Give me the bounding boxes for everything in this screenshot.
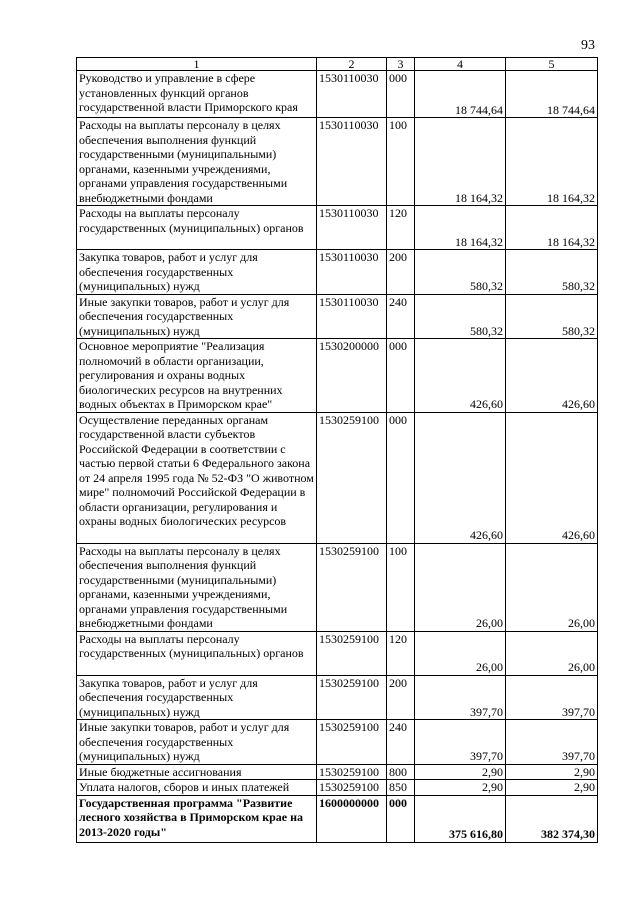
amount-col4-cell: 426,60 xyxy=(415,339,506,413)
amount-col4-cell: 18 164,32 xyxy=(415,206,506,250)
amount-col5-cell: 580,32 xyxy=(506,250,598,295)
expense-type-cell: 240 xyxy=(387,294,415,339)
column-number-row xyxy=(77,58,598,71)
amount-col5-cell: 426,60 xyxy=(506,412,598,543)
expense-name-cell: Расходы на выплаты персоналу в целях обеспечения выполнения функций государственными (муниципальными) органами, казенными учреждениями, органами управления государственными внебюджетными фондами xyxy=(77,543,317,631)
expense-name-cell: Уплата налогов, сборов и иных платежей xyxy=(77,780,317,796)
amount-col4-cell: 375 616,80 xyxy=(415,795,506,842)
budget-table xyxy=(76,57,598,843)
target-code-cell: 1600000000 xyxy=(317,795,387,842)
expense-type-cell: 000 xyxy=(387,795,415,842)
expense-name-cell: Иные закупки товаров, работ и услуг для обеспечения государственных (муниципальных) нужд xyxy=(77,720,317,765)
table-row xyxy=(77,780,598,796)
expense-type-cell: 000 xyxy=(387,412,415,543)
amount-col5-cell: 26,00 xyxy=(506,631,598,675)
amount-col5-cell: 397,70 xyxy=(506,675,598,720)
table-row xyxy=(77,764,598,780)
amount-col4-cell: 26,00 xyxy=(415,543,506,631)
expense-type-cell: 120 xyxy=(387,206,415,250)
amount-col5-cell: 382 374,30 xyxy=(506,795,598,842)
column-number-2: 2 xyxy=(317,58,387,71)
amount-col4-cell: 580,32 xyxy=(415,294,506,339)
column-number-5: 5 xyxy=(506,58,598,71)
target-code-cell: 1530110030 xyxy=(317,206,387,250)
table-row xyxy=(77,795,598,842)
amount-col4-cell: 2,90 xyxy=(415,780,506,796)
table-row xyxy=(77,543,598,631)
table-row xyxy=(77,631,598,675)
page-number: 93 xyxy=(581,38,595,53)
amount-col5-cell: 426,60 xyxy=(506,339,598,413)
expense-name-cell: Закупка товаров, работ и услуг для обеспечения государственных (муниципальных) нужд xyxy=(77,675,317,720)
amount-col5-cell: 2,90 xyxy=(506,764,598,780)
expense-type-cell: 000 xyxy=(387,339,415,413)
target-code-cell: 1530259100 xyxy=(317,543,387,631)
expense-type-cell: 200 xyxy=(387,675,415,720)
table-row xyxy=(77,339,598,413)
expense-name-cell: Руководство и управление в сфере установленных функций органов государственной власти Приморского края xyxy=(77,71,317,118)
table-row xyxy=(77,71,598,118)
amount-col5-cell: 580,32 xyxy=(506,294,598,339)
table-row xyxy=(77,206,598,250)
expense-type-cell: 100 xyxy=(387,118,415,206)
expense-name-cell: Закупка товаров, работ и услуг для обеспечения государственных (муниципальных) нужд xyxy=(77,250,317,295)
table-row xyxy=(77,294,598,339)
amount-col4-cell: 18 164,32 xyxy=(415,118,506,206)
amount-col5-cell: 2,90 xyxy=(506,780,598,796)
expense-type-cell: 000 xyxy=(387,71,415,118)
target-code-cell: 1530110030 xyxy=(317,71,387,118)
expense-name-cell: Иные закупки товаров, работ и услуг для обеспечения государственных (муниципальных) нужд xyxy=(77,294,317,339)
table-row xyxy=(77,720,598,765)
expense-type-cell: 800 xyxy=(387,764,415,780)
target-code-cell: 1530259100 xyxy=(317,675,387,720)
column-number-1: 1 xyxy=(77,58,317,71)
target-code-cell: 1530259100 xyxy=(317,764,387,780)
column-number-4: 4 xyxy=(415,58,506,71)
target-code-cell: 1530259100 xyxy=(317,780,387,796)
table-row xyxy=(77,250,598,295)
expense-name-cell: Расходы на выплаты персоналу в целях обеспечения выполнения функций государственными (муниципальными) органами, казенными учреждениями, органами управления государственными внебюджетными фондами xyxy=(77,118,317,206)
expense-name-cell: Иные бюджетные ассигнования xyxy=(77,764,317,780)
expense-type-cell: 240 xyxy=(387,720,415,765)
amount-col5-cell: 18 744,64 xyxy=(506,71,598,118)
expense-name-cell: Расходы на выплаты персоналу государственных (муниципальных) органов xyxy=(77,206,317,250)
amount-col5-cell: 18 164,32 xyxy=(506,206,598,250)
expense-type-cell: 120 xyxy=(387,631,415,675)
amount-col5-cell: 397,70 xyxy=(506,720,598,765)
target-code-cell: 1530110030 xyxy=(317,250,387,295)
expense-name-cell: Расходы на выплаты персоналу государственных (муниципальных) органов xyxy=(77,631,317,675)
amount-col4-cell: 580,32 xyxy=(415,250,506,295)
expense-type-cell: 850 xyxy=(387,780,415,796)
expense-type-cell: 100 xyxy=(387,543,415,631)
amount-col4-cell: 426,60 xyxy=(415,412,506,543)
table-row xyxy=(77,118,598,206)
amount-col4-cell: 397,70 xyxy=(415,720,506,765)
expense-name-cell: Осуществление переданных органам государственной власти субъектов Российской Федерации в соответствии с частью первой статьи 6 Федерального закона от 24 апреля 1995 года № 52-ФЗ "О животном мире" полномочий Российской Федерации в области организации, регулирования и охраны водных биологических ресурсов xyxy=(77,412,317,543)
column-number-3: 3 xyxy=(387,58,415,71)
target-code-cell: 1530259100 xyxy=(317,412,387,543)
target-code-cell: 1530110030 xyxy=(317,118,387,206)
amount-col4-cell: 18 744,64 xyxy=(415,71,506,118)
table-row xyxy=(77,412,598,543)
amount-col5-cell: 18 164,32 xyxy=(506,118,598,206)
target-code-cell: 1530110030 xyxy=(317,294,387,339)
target-code-cell: 1530259100 xyxy=(317,720,387,765)
amount-col4-cell: 26,00 xyxy=(415,631,506,675)
amount-col4-cell: 2,90 xyxy=(415,764,506,780)
expense-name-cell: Основное мероприятие "Реализация полномочий в области организации, регулирования и охраны водных биологических ресурсов на внутренних водных объектах в Приморском крае" xyxy=(77,339,317,413)
target-code-cell: 1530259100 xyxy=(317,631,387,675)
table-row xyxy=(77,675,598,720)
target-code-cell: 1530200000 xyxy=(317,339,387,413)
expense-name-cell: Государственная программа "Развитие лесного хозяйства в Приморском крае на 2013-2020 годы" xyxy=(77,795,317,842)
amount-col4-cell: 397,70 xyxy=(415,675,506,720)
amount-col5-cell: 26,00 xyxy=(506,543,598,631)
expense-type-cell: 200 xyxy=(387,250,415,295)
